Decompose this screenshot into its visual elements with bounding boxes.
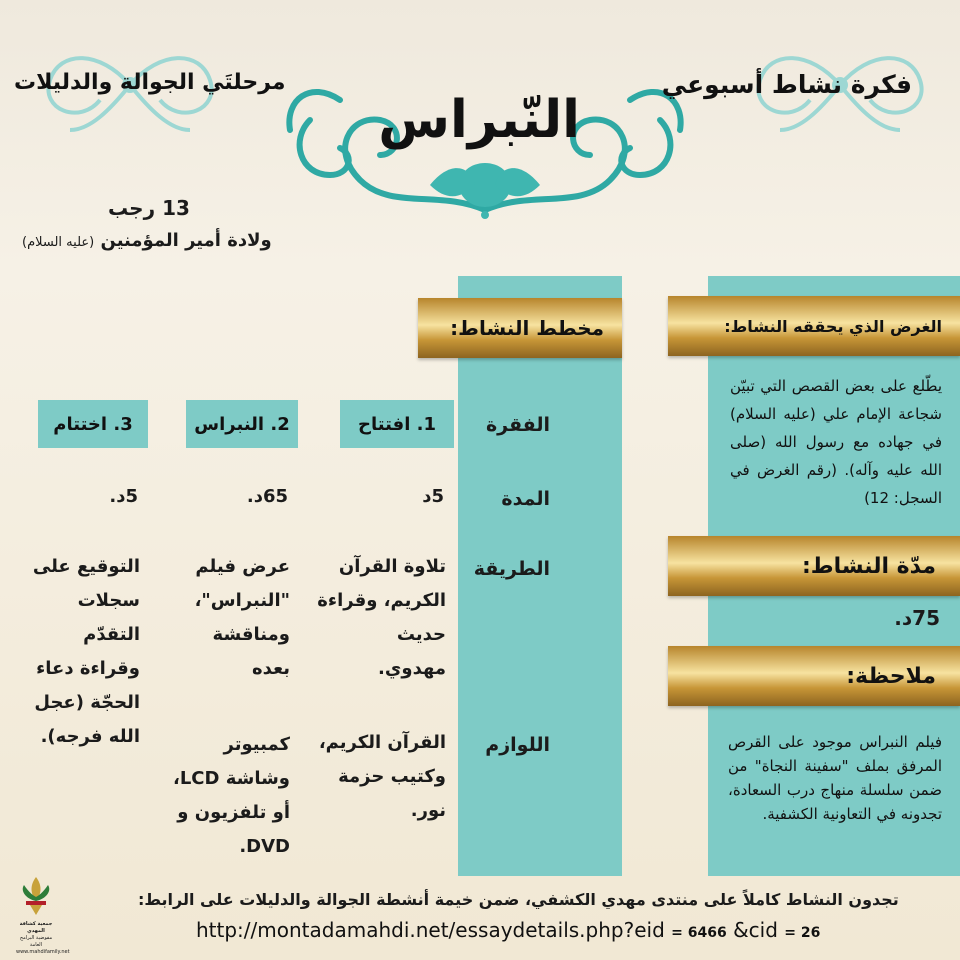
step-1-method-line: حديث bbox=[396, 624, 446, 645]
step-3-method-line: سجلات bbox=[77, 590, 140, 611]
step-1-method-line: تلاوة القرآن bbox=[338, 556, 446, 577]
logo-org: جمعية كشافة المهدي bbox=[19, 921, 53, 934]
step-1-method-line: الكريم، وقراءة bbox=[317, 590, 446, 611]
step-1-method-line: مهدوي. bbox=[378, 658, 446, 679]
step-1-method bbox=[300, 550, 446, 686]
scout-logo bbox=[16, 875, 70, 955]
logo-site: www.mahdifamily.net bbox=[16, 949, 70, 955]
step-1-box bbox=[340, 400, 454, 448]
footer-cid: = 26 bbox=[784, 925, 821, 941]
step-3-method-line: التوقيع على bbox=[32, 556, 140, 577]
page-title: النّبراس bbox=[378, 90, 580, 150]
footer-text: تجدون النشاط كاملاً على منتدى مهدي الكشفي، ضمن خيمة أنشطة الجوالة والدليلات على الرابط: bbox=[138, 890, 899, 909]
step-3-name: 3. اختتام bbox=[53, 413, 133, 435]
stage-label: مرحلتَي الجوالة والدليلات bbox=[14, 70, 286, 95]
step-2-materials-line: أو تلفزيون و bbox=[177, 802, 290, 823]
fleur-de-lis-icon bbox=[16, 875, 56, 917]
step-2-materials bbox=[130, 728, 290, 864]
duration-value: 75د. bbox=[894, 606, 940, 630]
step-2-method-line: ومناقشة bbox=[212, 624, 290, 645]
step-2-method-line: بعده bbox=[252, 658, 290, 679]
step-2-materials-line: كمبيوتر bbox=[223, 734, 290, 755]
step-2-method bbox=[150, 550, 290, 686]
row-label-materials: اللوازم bbox=[485, 734, 550, 756]
duration-heading: مدّة النشاط: bbox=[801, 553, 936, 579]
occasion-label bbox=[22, 230, 272, 251]
row-label-method: الطريقة bbox=[473, 558, 550, 580]
goal-heading: الغرض الذي يحققه النشاط: bbox=[724, 316, 942, 336]
step-1-duration: 5د bbox=[422, 486, 444, 507]
step-3-method-line: وقراءة دعاء bbox=[36, 658, 140, 679]
duration-heading-ribbon bbox=[668, 536, 960, 596]
step-2-name: 2. النبراس bbox=[194, 413, 290, 435]
footer-link[interactable] bbox=[196, 918, 820, 942]
weekly-idea-label: فكرة نشاط أسبوعي bbox=[661, 70, 912, 99]
date-label: 13 رجب bbox=[108, 196, 190, 220]
plan-heading: مخطط النشاط: bbox=[450, 316, 604, 340]
step-2-method-line: "النبراس"، bbox=[194, 590, 290, 611]
plan-heading-ribbon bbox=[418, 298, 622, 358]
step-3-method-line: الحجّة (عجل bbox=[34, 692, 140, 713]
step-2-materials-line: DVD. bbox=[239, 836, 290, 857]
footer-cid-label: &cid bbox=[733, 918, 778, 942]
row-label-section: الفقرة bbox=[485, 414, 550, 436]
step-3-box bbox=[38, 400, 148, 448]
row-label-duration: المدة bbox=[501, 488, 550, 510]
occasion-text: ولادة أمير المؤمنين bbox=[100, 230, 272, 251]
step-1-materials bbox=[300, 726, 446, 828]
step-1-materials-line: وكتيب حزمة bbox=[338, 766, 446, 787]
logo-dept: مفوضية البرامج العامة bbox=[19, 935, 53, 948]
step-3-method-line: الله فرجه). bbox=[40, 726, 140, 747]
step-1-name: 1. افتتاح bbox=[357, 413, 437, 435]
goal-text: يطّلع على بعض القصص التي تبيّن شجاعة الإمام علي (عليه السلام) في جهاده مع رسول الله (صلى الله عليه وآله). (رقم الغرض في السجل: 12) bbox=[730, 377, 942, 507]
note-text: فيلم النبراس موجود على القرص المرفق بملف "سفينة النجاة" من ضمن سلسلة منهاج درب السعادة، تجدونه في التعاونية الكشفية. bbox=[728, 733, 942, 823]
step-1-materials-line: نور. bbox=[410, 800, 446, 821]
goal-heading-ribbon bbox=[668, 296, 960, 356]
footer-url-base: http://montadamahdi.net/essaydetails.php?eid bbox=[196, 918, 665, 942]
occasion-note: (عليه السلام) bbox=[22, 235, 95, 250]
step-2-duration: 65د. bbox=[246, 486, 288, 507]
step-3-duration: 5د. bbox=[109, 486, 138, 507]
step-3-method bbox=[10, 550, 140, 754]
step-2-materials-line: وشاشة LCD، bbox=[172, 768, 290, 789]
note-heading: ملاحظة: bbox=[846, 663, 936, 689]
note-heading-ribbon bbox=[668, 646, 960, 706]
step-2-box bbox=[186, 400, 298, 448]
step-1-materials-line: القرآن الكريم، bbox=[318, 732, 446, 753]
step-2-method-line: عرض فيلم bbox=[195, 556, 290, 577]
footer-eid: = 6466 bbox=[671, 925, 727, 941]
step-3-method-line: التقدّم bbox=[83, 624, 140, 645]
